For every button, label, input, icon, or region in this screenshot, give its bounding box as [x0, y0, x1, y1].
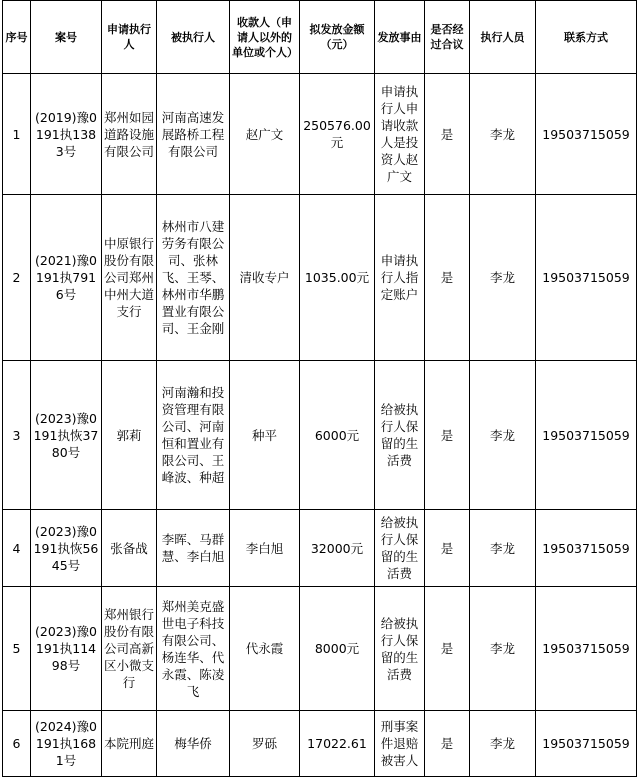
cell-contact: 19503715059: [536, 361, 637, 510]
cell-contact: 19503715059: [536, 587, 637, 711]
cell-officer: 李龙: [470, 587, 536, 711]
cell-payee: 罗砾: [230, 711, 300, 777]
header-respondent: 被执行人: [157, 1, 230, 74]
cell-payee: 李白旭: [230, 510, 300, 587]
cell-approved: 是: [425, 510, 470, 587]
cell-contact: 19503715059: [536, 74, 637, 195]
header-applicant: 申请执行人: [102, 1, 157, 74]
table-row: [3, 195, 637, 361]
cell-officer: 李龙: [470, 195, 536, 361]
cell-respondent: 李晖、马群慧、李白旭: [157, 510, 230, 587]
cell-contact: 19503715059: [536, 195, 637, 361]
table-row: [3, 74, 637, 195]
cell-approved: 是: [425, 711, 470, 777]
header-officer: 执行人员: [470, 1, 536, 74]
cell-respondent: 河南瀚和投资管理有限公司、河南恒和置业有限公司、王峰波、种超: [157, 361, 230, 510]
cell-reason: 给被执行人保留的生活费: [375, 510, 425, 587]
header-contact: 联系方式: [536, 1, 637, 74]
cell-reason: 申请执行人指定账户: [375, 195, 425, 361]
cell-payee: 赵广文: [230, 74, 300, 195]
table-row: [3, 587, 637, 711]
cell-seq: 1: [3, 74, 31, 195]
header-row: [3, 1, 637, 74]
cell-payee: 清收专户: [230, 195, 300, 361]
header-seq: 序号: [3, 1, 31, 74]
cell-applicant: 郑州银行股份有限公司高新区小微支行: [102, 587, 157, 711]
cell-reason: 给被执行人保留的生活费: [375, 361, 425, 510]
cell-applicant: 郭莉: [102, 361, 157, 510]
cell-reason: 给被执行人保留的生活费: [375, 587, 425, 711]
cell-seq: 5: [3, 587, 31, 711]
cell-case-no: (2024)豫0191执1681号: [31, 711, 102, 777]
cell-contact: 19503715059: [536, 510, 637, 587]
cell-applicant: 郑州如园道路设施有限公司: [102, 74, 157, 195]
cell-officer: 李龙: [470, 510, 536, 587]
cell-reason: 申请执行人申请收款人是投资人赵广文: [375, 74, 425, 195]
cell-seq: 3: [3, 361, 31, 510]
cell-seq: 2: [3, 195, 31, 361]
cell-case-no: (2023)豫0191执恢5645号: [31, 510, 102, 587]
cell-officer: 李龙: [470, 74, 536, 195]
cell-seq: 6: [3, 711, 31, 777]
header-amount: 拟发放金额（元）: [300, 1, 375, 74]
cell-approved: 是: [425, 361, 470, 510]
cell-applicant: 中原银行股份有限公司郑州中州大道支行: [102, 195, 157, 361]
header-reason: 发放事由: [375, 1, 425, 74]
cell-respondent: 河南高速发展路桥工程有限公司: [157, 74, 230, 195]
cell-approved: 是: [425, 74, 470, 195]
cell-applicant: 本院刑庭: [102, 711, 157, 777]
cell-case-no: (2023)豫0191执恢3780号: [31, 361, 102, 510]
table-row: [3, 361, 637, 510]
cell-amount: 250576.00元: [300, 74, 375, 195]
cell-payee: 种平: [230, 361, 300, 510]
cell-amount: 32000元: [300, 510, 375, 587]
cell-officer: 李龙: [470, 711, 536, 777]
cell-amount: 8000元: [300, 587, 375, 711]
cell-payee: 代永霞: [230, 587, 300, 711]
cell-case-no: (2023)豫0191执11498号: [31, 587, 102, 711]
cell-contact: 19503715059: [536, 711, 637, 777]
cell-approved: 是: [425, 587, 470, 711]
cell-amount: 17022.61: [300, 711, 375, 777]
header-payee: 收款人（申请人以外的单位或个人）: [230, 1, 300, 74]
cell-respondent: 林州市八建劳务有限公司、张林飞、王琴、林州市华鹏置业有限公司、王金刚: [157, 195, 230, 361]
cell-amount: 6000元: [300, 361, 375, 510]
cell-approved: 是: [425, 195, 470, 361]
cell-applicant: 张备战: [102, 510, 157, 587]
cell-reason: 刑事案件退赔被害人: [375, 711, 425, 777]
cell-seq: 4: [3, 510, 31, 587]
table-row: [3, 510, 637, 587]
header-case-no: 案号: [31, 1, 102, 74]
cell-amount: 1035.00元: [300, 195, 375, 361]
cell-respondent: 郑州美克盛世电子科技有限公司、杨连华、代永霞、陈凌飞: [157, 587, 230, 711]
cell-officer: 李龙: [470, 361, 536, 510]
header-approved: 是否经过合议: [425, 1, 470, 74]
cell-case-no: (2019)豫0191执1383号: [31, 74, 102, 195]
cell-case-no: (2021)豫0191执7916号: [31, 195, 102, 361]
cell-respondent: 梅华侨: [157, 711, 230, 777]
table-row: [3, 711, 637, 777]
disbursement-table: [2, 0, 637, 777]
